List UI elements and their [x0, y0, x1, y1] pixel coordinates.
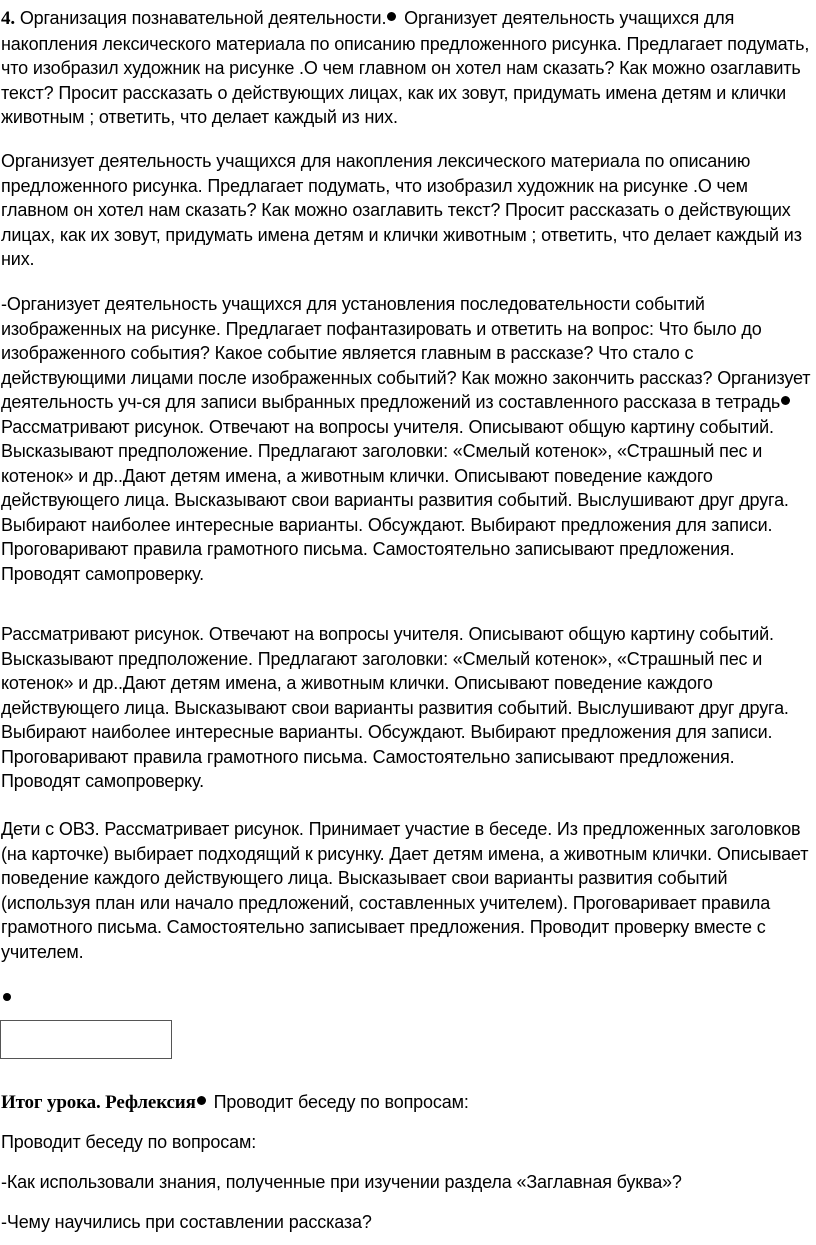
question-2: -Чему научились при составлении рассказа?: [1, 1212, 372, 1232]
question-1: -Как использовали знания, полученные при изучении раздела «Заглавная буква»?: [1, 1172, 682, 1192]
bullet-icon: [197, 1096, 206, 1105]
section-text: Организует деятельность учащихся для накопления лексического материала по описанию предложенного рисунка. Предлагает подумать, что изобразил художник на рисунке .О чем главном он хотел нам сказать? Как можно озаглавить текст? Просит рассказать о действующих лицах, как их зовут, придумать имена детям и клички животным ; ответить, что делает каждый из них.: [1, 8, 810, 127]
summary-paragraph: [1, 1090, 813, 1116]
empty-table-cell: [0, 1020, 172, 1059]
section-title: Организация познавательной деятельности.: [19, 8, 387, 28]
discussion-paragraph: Проводит беседу по вопросам:: [1, 1132, 257, 1152]
ovz-paragraph: Дети с ОВЗ. Рассматривает рисунок. Принимает участие в беседе. Из предложенных заголовков (на карточке) выбирает подходящий к рисунку. Дает детям имена, а животным клички. Описывает поведение каждого действующего лица. Высказывает свои варианты развития событий (используя план или начало предложений, составленных учителем). Проговаривает правила грамотного письма. Самостоятельно записывает предложения. Проводит проверку вместе с учителем.: [1, 819, 809, 962]
bullet-icon: [3, 993, 11, 1001]
student-activity-text: Рассматривают рисунок. Отвечают на вопросы учителя. Описывают общую картину событий. Высказывают предположение. Предлагают заголовки: «Смелый котенок», «Страшный пес и котенок» и др..Дают детям имена, а животным клички. Описывают поведение каждого действующего лица. Высказывают свои варианты развития событий. Выслушивают друг друга. Выбирают наиболее интересные варианты. Обсуждают. Выбирают предложения для записи. Проговаривают правила грамотного письма. Самостоятельно записывают предложения. Проводят самопроверку.: [1, 416, 789, 584]
summary-heading: Итог урока. Рефлексия: [1, 1092, 196, 1113]
bullet-icon: [781, 396, 790, 405]
bullet-icon: [387, 12, 396, 21]
sequence-text: -Организует деятельность учащихся для установления последовательности событий изображенных на рисунке. Предлагает пофантазировать и ответить на вопрос: Что было до изображенного события? Какое событие является главным в рассказе? Что стало с действующими лицами после изображенных событий? Как можно закончить рассказ? Организует деятельность уч-ся для записи выбранных предложений из составленного рассказа в тетрадь: [1, 294, 811, 412]
section-4-paragraph: [1, 6, 813, 130]
teacher-paragraph-1: Организует деятельность учащихся для накопления лексического материала по описанию предложенного рисунка. Предлагает подумать, что изобразил художник на рисунке .О чем главном он хотел нам сказать? Как можно озаглавить текст? Просит рассказать о действующих лицах, как их зовут, придумать имена детям и клички животным ; ответить, что делает каждый из них.: [1, 151, 802, 269]
student-paragraph: Рассматривают рисунок. Отвечают на вопросы учителя. Описывают общую картину событий. Высказывают предположение. Предлагают заголовки: «Смелый котенок», «Страшный пес и котенок» и др..Дают детям имена, а животным клички. Описывают поведение каждого действующего лица. Высказывают свои варианты развития событий. Выслушивают друг друга. Выбирают наиболее интересные варианты. Обсуждают. Выбирают предложения для записи. Проговаривают правила грамотного письма. Самостоятельно записывают предложения. Проводят самопроверку.: [1, 624, 789, 791]
sequence-paragraph: [1, 292, 813, 586]
section-number: 4.: [1, 8, 15, 29]
summary-text: Проводит беседу по вопросам:: [213, 1092, 469, 1112]
